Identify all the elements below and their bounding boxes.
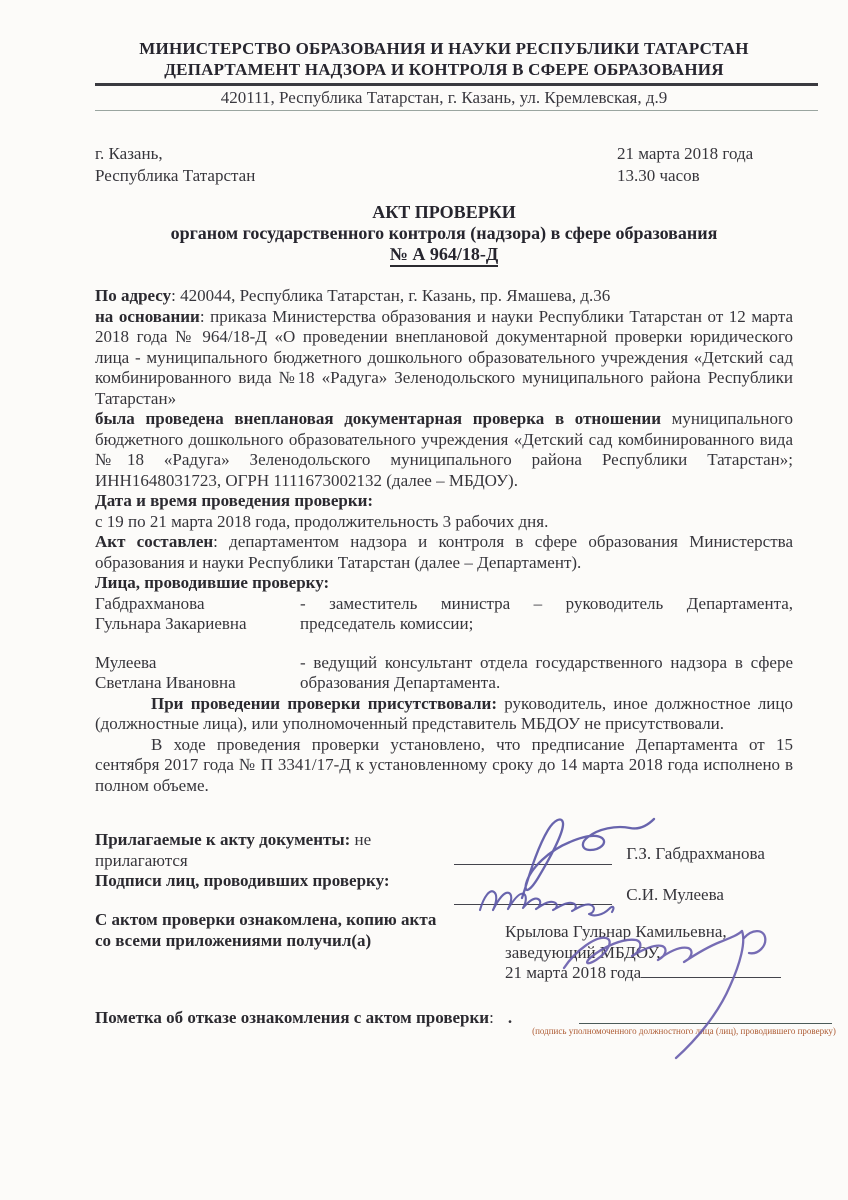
header-rule-thin xyxy=(95,110,818,111)
signature-row-gabdrakhmanova xyxy=(454,844,793,865)
refusal-signature-field xyxy=(579,1012,832,1024)
recipient-block xyxy=(505,910,781,984)
inspector-role: - ведущий консультант отдела государственного надзора в сфере образования Департамента. xyxy=(300,652,793,692)
inspector-role: - заместитель министра – руководитель Департамента, председатель комиссии; xyxy=(300,593,793,633)
signatures-section xyxy=(95,830,793,905)
act-number: № А 964/18-Д xyxy=(95,244,793,265)
place-city: г. Казань, xyxy=(95,144,163,163)
ministry-address: 420111, Республика Татарстан, г. Казань, ул. Кремлевская, д.9 xyxy=(220,88,668,107)
act-subtitle: органом государственного контроля (надзора) в сфере образования xyxy=(170,223,718,243)
signer-name: С.И. Мулеева xyxy=(626,884,724,904)
refusal-section xyxy=(95,1008,836,1037)
signer-name: Г.З. Габдрахманова xyxy=(626,844,765,863)
inspector-row xyxy=(95,594,793,635)
paragraph-basis: на основании: приказа Министерства образования и науки Республики Татарстан от 12 марта 2018 года № 964/18-Д «О проведении внеплановой документарной проверки юридического лица - муниципального бюджетного дошкольного образовательного учреждения «Детский сад комбинированного вида №18 «Радуга» Зеленодольского муниципального района Республики Татарстан» xyxy=(95,306,794,408)
place-date-row xyxy=(95,143,793,187)
signature-field xyxy=(454,887,612,905)
signature-field xyxy=(454,847,612,865)
act-title: АКТ ПРОВЕРКИ xyxy=(372,202,516,222)
acquainted-section xyxy=(95,910,793,984)
paragraph-datetime-value: с 19 по 21 марта 2018 года, продолжительность 3 рабочих дня. xyxy=(95,511,549,531)
refusal-signature-area xyxy=(532,1008,836,1037)
date-block xyxy=(617,143,793,187)
recipient-signature-field xyxy=(641,964,781,978)
paragraph-present: При проведении проверки присутствовали: руководитель, иное должностное лицо (должностные лица), или уполномоченный представитель МБДОУ не присутствовали. xyxy=(95,693,793,733)
paragraph-datetime-label: Дата и время проведения проверки: xyxy=(95,491,374,510)
paragraph-address: По адресу: 420044, Республика Татарстан, г. Казань, пр. Ямашева, д.36 xyxy=(95,286,611,305)
act-date: 21 марта 2018 года xyxy=(617,144,754,163)
paragraph-persons-label: Лица, проводившие проверку: xyxy=(95,573,330,592)
paragraph-findings: В ходе проведения проверки установлено, что предписание Департамента от 15 сентября 2017 года № П 3341/17-Д к установленному сроку до 14 марта 2018 года исполнено в полном объеме. xyxy=(95,734,793,795)
act-body xyxy=(95,286,793,796)
refusal-label: Пометка об отказе ознакомления с актом проверки: xyxy=(95,1008,494,1027)
place-region: Республика Татарстан xyxy=(95,166,256,185)
attachments-line: Прилагаемые к акту документы: не прилагаются xyxy=(95,830,372,870)
signature-rows xyxy=(454,830,793,905)
inspector-row xyxy=(95,653,793,694)
inspector-name: Габдрахманова Гульнара Закариевна xyxy=(95,593,247,633)
recipient-position: заведующий МБДОУ, xyxy=(505,942,661,962)
acquainted-label: С актом проверки ознакомлена, копию акта со всеми приложениями получил(а) xyxy=(95,910,437,950)
act-time: 13.30 часов xyxy=(617,166,700,185)
inspector-name: Мулеева Светлана Ивановна xyxy=(95,652,236,692)
recipient-date-line: 21 марта 2018 года xyxy=(505,963,781,984)
document-header xyxy=(95,38,793,111)
act-title-block xyxy=(95,202,793,265)
signatures-line: Подписи лиц, проводивших проверку: xyxy=(95,871,390,890)
paragraph-conducted: была проведена внеплановая документарная проверка в отношении муниципального бюджетного дошкольного образовательного учреждения «Детский сад комбинированного вида №18 «Радуга» Зеленодольского муниципального района Республики Татарстан»; ИНН1648031723, ОГРН 1111673002132 (далее – МБДОУ). xyxy=(95,409,793,490)
paragraph-act-composed: Акт составлен: департаментом надзора и контроля в сфере образования Министерства образования и науки Республики Татарстан (далее – Департамент). xyxy=(95,532,793,572)
ministry-title: МИНИСТЕРСТВО ОБРАЗОВАНИЯ И НАУКИ РЕСПУБЛИКИ ТАТАРСТАН xyxy=(139,39,749,58)
signature-caption: (подпись уполномоченного должностного лица (лиц), проводившего проверку) xyxy=(532,1026,836,1036)
place-block xyxy=(95,143,255,187)
signatures-labels xyxy=(95,830,454,905)
signature-row-muleeva xyxy=(454,885,793,906)
recipient-name: Крылова Гульнар Камильевна, xyxy=(505,922,727,941)
department-title: ДЕПАРТАМЕНТ НАДЗОРА И КОНТРОЛЯ В СФЕРЕ ОБРАЗОВАНИЯ xyxy=(164,60,724,79)
stray-mark: . xyxy=(507,1008,513,1027)
